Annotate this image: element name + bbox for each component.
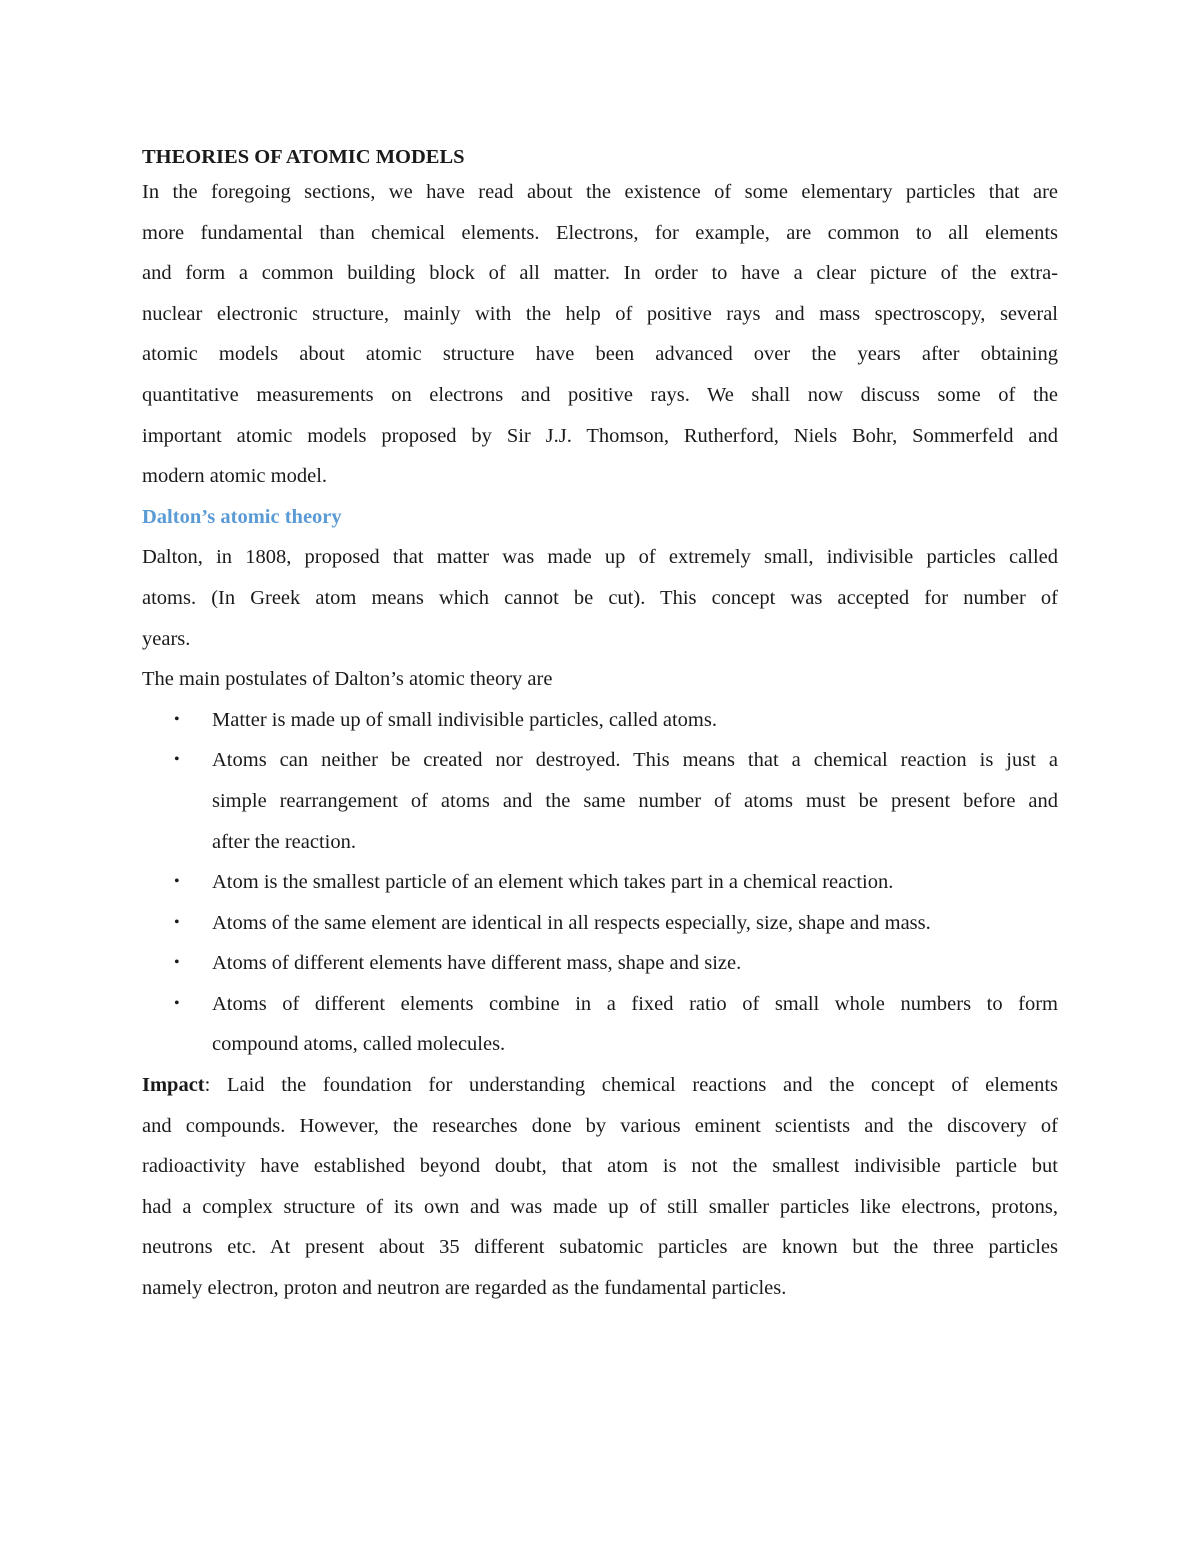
bullet-icon: •	[174, 954, 180, 972]
text-line: neutrons etc. At present about 35 different subatomic particles are known but the three particles	[142, 1236, 1058, 1259]
list-item-line	[142, 781, 1058, 822]
impact-paragraph	[142, 1106, 1058, 1309]
list-item-line	[142, 740, 1058, 781]
list-item-line	[142, 943, 1058, 984]
list-item-text: Atoms of different elements have different mass, shape and size.	[212, 952, 742, 975]
bullet-icon: •	[174, 873, 180, 891]
text-line: years.	[142, 627, 191, 650]
text-line: atomic models about atomic structure have been advanced over the years after obtaining	[142, 343, 1058, 366]
text-line: quantitative measurements on electrons and positive rays. We shall now discuss some of the	[142, 383, 1058, 406]
text-line: atoms. (In Greek atom means which cannot be cut). This concept was accepted for number of	[142, 586, 1058, 609]
impact-first-line	[142, 1065, 1058, 1106]
bullet-icon: •	[174, 994, 180, 1012]
text-line: namely electron, proton and neutron are regarded as the fundamental particles.	[142, 1277, 787, 1300]
text-line: modern atomic model.	[142, 465, 328, 488]
list-item-text: simple rearrangement of atoms and the same number of atoms must be present before and	[212, 789, 1058, 812]
section-heading-dalton: Dalton’s atomic theory	[142, 505, 342, 528]
list-item-text: Atoms of the same element are identical in all respects especially, size, shape and mass.	[212, 911, 931, 934]
bullet-icon: •	[174, 751, 180, 769]
postulates-list	[142, 700, 1058, 1065]
intro-paragraph	[142, 172, 1058, 497]
dalton-paragraph	[142, 537, 1058, 659]
bullet-icon: •	[174, 710, 180, 728]
list-item-line	[142, 984, 1058, 1025]
document-page	[142, 142, 1058, 1309]
list-item-text: compound atoms, called molecules.	[212, 1033, 506, 1056]
list-item-text: after the reaction.	[212, 830, 356, 853]
list-item-line	[142, 700, 1058, 741]
list-item-text: Atoms can neither be created nor destroyed. This means that a chemical reaction is just a	[212, 749, 1058, 772]
list-item-text: Matter is made up of small indivisible particles, called atoms.	[212, 708, 717, 731]
impact-label: Impact	[142, 1074, 205, 1097]
text-line: In the foregoing sections, we have read about the existence of some elementary particles that are	[142, 181, 1058, 203]
document-title: THEORIES OF ATOMIC MODELS	[142, 146, 465, 168]
text-line: important atomic models proposed by Sir J.J. Thomson, Rutherford, Niels Bohr, Sommerfeld and	[142, 424, 1058, 447]
text-line: Dalton, in 1808, proposed that matter was made up of extremely small, indivisible particles called	[142, 546, 1058, 569]
text-line: and compounds. However, the researches done by various eminent scientists and the discovery of	[142, 1114, 1058, 1137]
text-line: radioactivity have established beyond doubt, that atom is not the smallest indivisible particle but	[142, 1155, 1058, 1178]
list-item-line	[142, 822, 1058, 863]
list-item-text: Atoms of different elements combine in a fixed ratio of small whole numbers to form	[212, 992, 1058, 1015]
list-item-line	[142, 862, 1058, 903]
text-line: more fundamental than chemical elements. Electrons, for example, are common to all elements	[142, 221, 1058, 244]
text-line: nuclear electronic structure, mainly with the help of positive rays and mass spectroscopy, several	[142, 302, 1058, 325]
list-item-line	[142, 903, 1058, 944]
list-item-line	[142, 1024, 1058, 1065]
text-line: had a complex structure of its own and was made up of still smaller particles like electrons, protons,	[142, 1195, 1058, 1218]
postulates-intro: The main postulates of Dalton’s atomic theory are	[142, 668, 553, 691]
list-item-text: Atom is the smallest particle of an element which takes part in a chemical reaction.	[212, 871, 894, 894]
text-line: and form a common building block of all matter. In order to have a clear picture of the extra-	[142, 262, 1058, 285]
bullet-icon: •	[174, 913, 180, 931]
impact-text: : Laid the foundation for understanding chemical reactions and the concept of elements	[204, 1074, 1058, 1097]
